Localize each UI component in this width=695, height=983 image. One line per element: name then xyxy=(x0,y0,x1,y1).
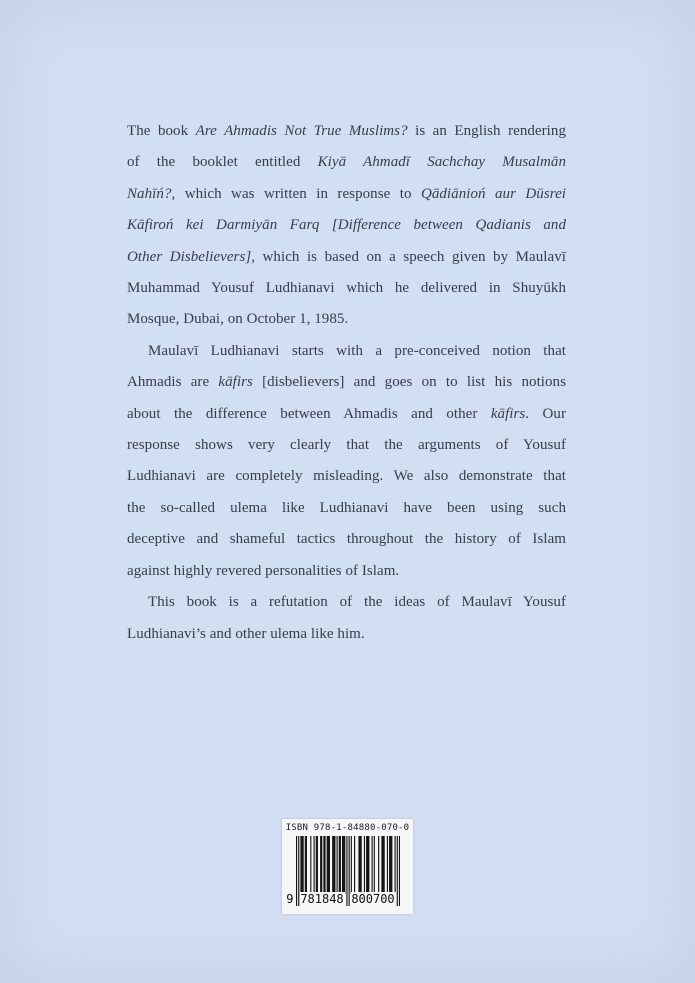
text-block xyxy=(127,116,566,650)
text-segment: Ludhianavi are completely misleading. We also demonstrate that xyxy=(127,468,566,485)
text-segment: . Our xyxy=(525,405,566,422)
text-segment: Nahīń? xyxy=(127,185,172,202)
text-segment: Mosque, Dubai, on October 1, 1985. xyxy=(127,311,349,328)
text-segment: Kiyā Ahmadī Sachchay Musalmān xyxy=(317,154,567,171)
text-segment: Other Disbelievers], xyxy=(127,248,256,265)
text-segment: the so-called ulema like Ludhianavi have been using such xyxy=(127,499,566,516)
text-segment: Qādiānioń aur Dūsrei xyxy=(420,185,566,202)
text-line xyxy=(127,367,566,398)
text-line xyxy=(127,147,566,178)
text-segment: about the difference between Ahmadis and other xyxy=(127,405,491,422)
paragraph xyxy=(127,116,566,336)
text-segment: Kāfiroń kei Darmiyān Farq [Difference between Qadianis and xyxy=(127,217,566,234)
text-segment: kāfirs xyxy=(218,374,253,391)
barcode-digits xyxy=(286,892,400,907)
text-line xyxy=(127,273,566,304)
text-line xyxy=(127,304,566,335)
text-segment: Ludhianavi’s and other ulema like him. xyxy=(127,625,365,642)
text-line xyxy=(127,242,566,273)
text-line xyxy=(127,210,566,241)
text-line xyxy=(127,524,566,555)
text-segment: The book xyxy=(127,123,196,139)
barcode-digits-left: 781848 xyxy=(300,892,344,906)
text-segment: Maulavī Ludhianavi starts with a pre-conceived notion that xyxy=(148,342,566,359)
text-line xyxy=(127,179,566,210)
text-line xyxy=(127,556,566,587)
text-line xyxy=(127,399,566,430)
barcode-digit-first: 9 xyxy=(286,892,294,906)
text-segment: against highly revered personalities of Islam. xyxy=(127,562,400,579)
text-segment: is an English rendering xyxy=(407,123,566,139)
text-line xyxy=(127,587,566,618)
paragraph xyxy=(127,336,566,587)
isbn-label: ISBN 978-1-84880-070-0 xyxy=(285,823,410,833)
text-segment: deceptive and shameful tactics throughout the history of Islam xyxy=(127,531,566,548)
barcode-box xyxy=(282,819,413,914)
text-line xyxy=(127,116,566,147)
text-segment: response shows very clearly that the arguments of Yousuf xyxy=(127,437,566,454)
text-segment: This book is a refutation of the ideas of Maulavī Yousuf xyxy=(148,594,566,611)
paragraph xyxy=(127,587,566,650)
text-line xyxy=(127,336,566,367)
text-segment: Ahmadis are xyxy=(127,374,219,391)
text-segment: kāfirs xyxy=(490,405,526,422)
text-segment: , which was written in response to xyxy=(171,185,421,202)
text-line xyxy=(127,430,566,461)
text-segment: [disbelievers] and goes on to list his notions xyxy=(252,374,566,391)
text-segment: of the booklet entitled xyxy=(127,154,318,171)
text-line xyxy=(127,493,566,524)
text-segment: which is based on a speech given by Maulavī xyxy=(255,248,567,265)
barcode-digits-right: 800700 xyxy=(351,892,395,906)
barcode-bars-wrap xyxy=(286,836,400,908)
text-segment: Are Ahmadis Not True Muslims? xyxy=(195,123,408,139)
text-segment: Muhammad Yousuf Ludhianavi which he delivered in Shuyūkh xyxy=(127,280,566,297)
text-line xyxy=(127,461,566,492)
text-line xyxy=(127,619,566,650)
